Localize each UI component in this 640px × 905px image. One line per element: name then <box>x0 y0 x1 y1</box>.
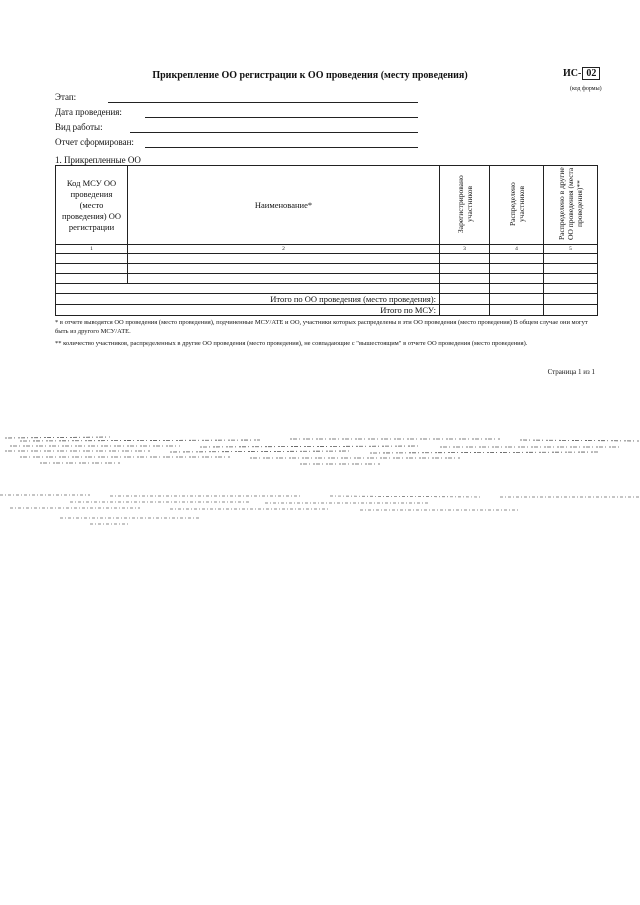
date-line <box>145 117 418 118</box>
table-header-row <box>56 166 598 245</box>
attached-table <box>55 165 598 316</box>
col-number: 3 <box>440 245 490 254</box>
report-title: Прикрепление ОО регистрации к ОО проведения (месту проведения) <box>152 70 468 81</box>
stage-label: Этап: <box>55 92 77 102</box>
date-label: Дата проведения: <box>55 107 122 117</box>
total-msu-row <box>56 305 598 316</box>
page-number: Страница 1 из 1 <box>547 368 595 376</box>
generated-line <box>145 147 418 148</box>
col-number: 4 <box>490 245 544 254</box>
col-number: 1 <box>56 245 128 254</box>
table-row <box>56 274 598 284</box>
form-code-prefix: ИС- <box>563 68 582 79</box>
scan-noise <box>0 420 640 560</box>
total-venue-row <box>56 294 598 305</box>
form-code-number: 02 <box>582 67 600 80</box>
col-header-name: Наименование* <box>128 166 440 245</box>
col-number: 5 <box>544 245 598 254</box>
footnote-2: ** количество участников, распределенных в другие ОО проведения (место проведения), не совпадающие с "вышестоящим" в отчете ОО проведения (место проведения). <box>55 340 528 347</box>
form-code-note: (код формы) <box>570 86 602 92</box>
work-type-line <box>130 132 418 133</box>
col-header-registered: Зарегистрировано участников <box>440 166 490 245</box>
footnote-1: * в отчете выводятся ОО проведения (место проведения), подчиненные МСУ/АТЕ и ОО, участники которых распределены в эти ОО проведения (место проведения) В общем случае они могут быть из другого МСУ/АТЕ. <box>55 319 588 335</box>
form-code <box>563 67 600 80</box>
col-number: 2 <box>128 245 440 254</box>
generated-label: Отчет сформирован: <box>55 137 134 147</box>
table-row <box>56 284 598 294</box>
col-header-other: Распределено в другие ОО проведения (места проведения)** <box>544 166 598 245</box>
total-msu-label: Итого по МСУ: <box>56 305 440 316</box>
table-row <box>56 254 598 264</box>
col-header-code: Код МСУ ОО проведения (место проведения) ОО регистрации <box>56 166 128 245</box>
table-number-row <box>56 245 598 254</box>
work-type-label: Вид работы: <box>55 122 103 132</box>
stage-line <box>108 102 418 103</box>
total-venue-label: Итого по ОО проведения (место проведения): <box>56 294 440 305</box>
section-title: 1. Прикрепленные ОО <box>55 155 141 165</box>
table-row <box>56 264 598 274</box>
col-header-distributed: Распределено участников <box>490 166 544 245</box>
